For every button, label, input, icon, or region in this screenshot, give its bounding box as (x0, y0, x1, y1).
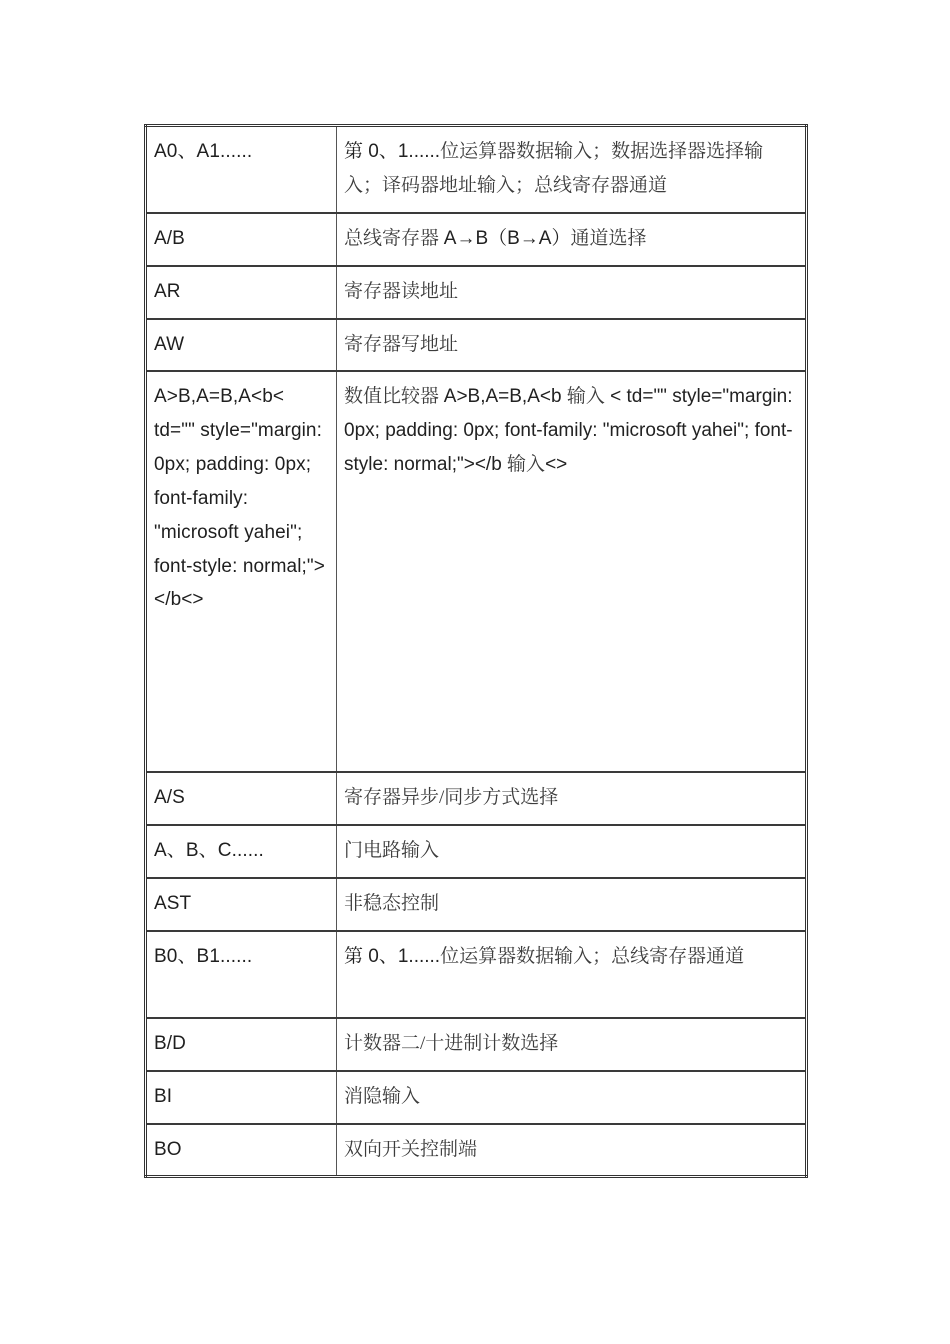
symbol-description-table (144, 124, 808, 1178)
table-row (146, 1018, 807, 1071)
description-cell (337, 213, 807, 266)
symbol-cell: A、B、C...... (146, 825, 337, 878)
table-row (146, 213, 807, 266)
symbol-cell: A/S (146, 772, 337, 825)
description-run: A→B（B→A） (443, 228, 571, 249)
description-run: 第 0、1...... (344, 141, 441, 162)
symbol-cell: BI (146, 1071, 337, 1124)
description-run: < td="" style="margin: 0px; padding: 0px; font-family: "microsoft yahei"; font-style: normal;"></b (344, 386, 793, 476)
symbol-cell: AST (146, 878, 337, 931)
description-run: 寄存器异步/同步方式选择 (344, 787, 559, 809)
description-run: 消隐输入 (344, 1085, 421, 1107)
symbol-cell: AW (146, 319, 337, 372)
description-run: 位运算器数据输入；数据选择器选择输入；译码器地址输入；总线寄存器通道 (344, 141, 764, 196)
symbol-cell: B/D (146, 1018, 337, 1071)
description-run: 第 0、1...... (344, 945, 441, 967)
description-cell (337, 126, 807, 214)
description-run: A>B,A=B,A<b (443, 386, 567, 408)
description-run: 双向开关控制端 (344, 1138, 478, 1160)
symbol-cell: AR (146, 266, 337, 319)
table-row (146, 878, 807, 931)
table-row (146, 931, 807, 1018)
description-run: 非稳态控制 (344, 893, 440, 915)
table-row (146, 371, 807, 772)
description-cell (337, 266, 807, 319)
symbol-cell: BO (146, 1124, 337, 1177)
table-row (146, 319, 807, 372)
description-cell (337, 931, 807, 1018)
description-run: 寄存器读地址 (344, 280, 459, 302)
description-run: 输入 (507, 454, 546, 476)
description-run: 数值比较器 (344, 386, 444, 408)
table-row (146, 1124, 807, 1177)
symbol-cell: A>B,A=B,A<b< td="" style="margin: 0px; padding: 0px; font-family: "microsoft yahei"; font-style: normal;"></b<> (146, 371, 337, 772)
description-cell (337, 1124, 807, 1177)
description-cell (337, 1071, 807, 1124)
table-row (146, 126, 807, 214)
description-cell (337, 878, 807, 931)
description-cell (337, 772, 807, 825)
table-row (146, 772, 807, 825)
description-run: <> (545, 454, 568, 476)
description-run: 位运算器数据输入；总线寄存器通道 (440, 945, 745, 967)
table-row (146, 266, 807, 319)
description-run: 门电路输入 (344, 840, 440, 862)
description-cell (337, 1018, 807, 1071)
description-run: 计数器二/十进制计数选择 (344, 1032, 559, 1054)
description-run: 输入 (566, 386, 605, 408)
table-row (146, 1071, 807, 1124)
description-run: 寄存器写地址 (344, 333, 459, 355)
description-run: 通道选择 (570, 228, 647, 249)
symbol-cell: A/B (146, 213, 337, 266)
description-cell (337, 319, 807, 372)
description-cell (337, 371, 807, 772)
table-body (146, 126, 807, 1177)
description-cell (337, 825, 807, 878)
description-run: 总线寄存器 (344, 228, 444, 249)
table-row (146, 825, 807, 878)
symbol-cell: A0、A1...... (146, 126, 337, 214)
symbol-cell: B0、B1...... (146, 931, 337, 1018)
